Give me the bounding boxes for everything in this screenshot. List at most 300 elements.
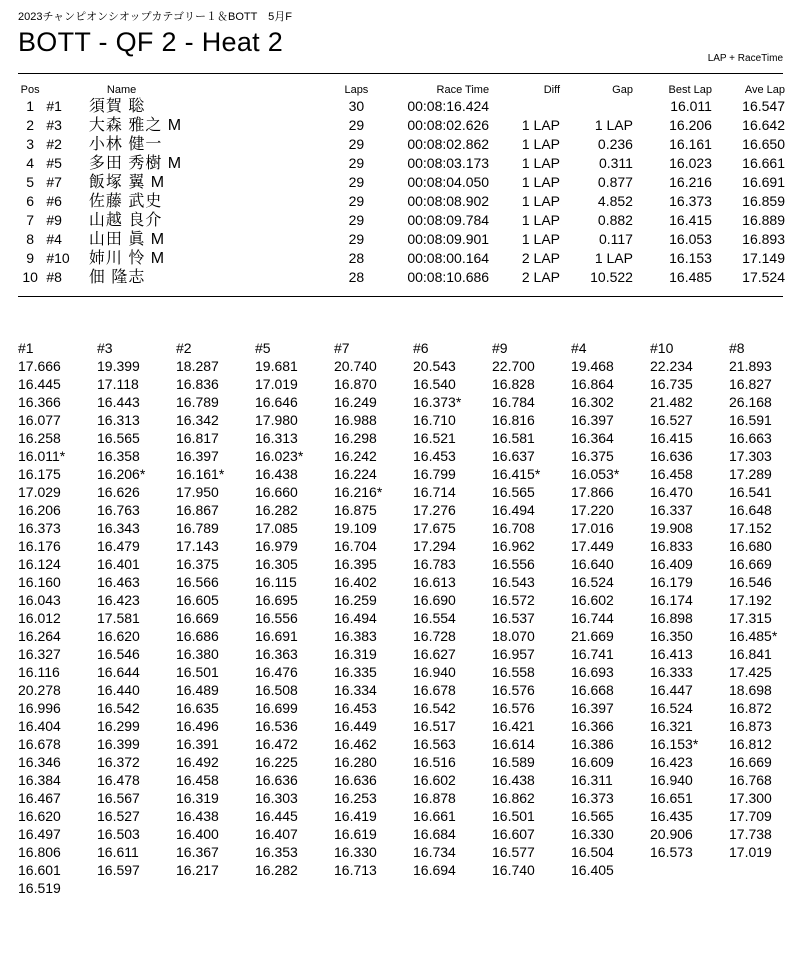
lap-column xyxy=(18,339,97,897)
col-header-name: Name xyxy=(106,84,137,96)
lap-time: 16.542 xyxy=(97,700,140,716)
lap-time: 16.567 xyxy=(97,790,140,806)
lap-time: 17.709 xyxy=(729,808,772,824)
lap-time: 16.115 xyxy=(255,574,297,590)
result-laps: 29 xyxy=(348,155,365,171)
lap-time: 16.636 xyxy=(334,772,377,788)
lap-time: 16.489 xyxy=(176,682,219,698)
lap-time: 16.358 xyxy=(97,448,140,464)
lap-time: 26.168 xyxy=(729,394,772,410)
result-race-time: 00:08:04.050 xyxy=(407,174,490,190)
lap-time: 16.175 xyxy=(18,466,61,482)
lap-column xyxy=(492,339,571,897)
lap-time: 18.287 xyxy=(176,358,219,374)
result-diff: 1 LAP xyxy=(521,212,561,228)
lap-time: 17.192 xyxy=(729,592,772,608)
result-laps: 28 xyxy=(348,269,365,285)
lap-time: 16.337 xyxy=(650,502,693,518)
lap-time: 16.330 xyxy=(334,844,377,860)
lap-time: 16.546 xyxy=(97,646,140,662)
result-gap: 1 LAP xyxy=(594,117,633,133)
lap-time: 16.541 xyxy=(729,484,772,500)
lap-time: 16.536 xyxy=(255,718,298,734)
lap-time: 16.668 xyxy=(571,682,614,698)
lap-time: 16.704 xyxy=(334,538,377,554)
result-driver-name: 多田 秀樹 M xyxy=(88,155,183,172)
result-row xyxy=(18,268,785,287)
lap-column xyxy=(413,339,492,897)
lap-time: 16.249 xyxy=(334,394,377,410)
lap-time: 16.556 xyxy=(255,610,298,626)
lap-time: 16.467 xyxy=(18,790,61,806)
lap-time: 16.438 xyxy=(255,466,298,482)
result-best-lap: 16.153 xyxy=(669,250,712,266)
lap-time: 16.566 xyxy=(176,574,219,590)
results-body xyxy=(18,97,785,287)
result-car-number: #2 xyxy=(46,136,62,152)
lap-time: 16.957 xyxy=(492,646,535,662)
lap-time: 16.012 xyxy=(18,610,61,626)
result-ave-lap: 16.547 xyxy=(742,98,785,114)
lap-time: 16.402 xyxy=(334,574,377,590)
lap-time: 16.319 xyxy=(334,646,377,662)
lap-time: 16.508 xyxy=(255,682,298,698)
lap-time: 16.479 xyxy=(97,538,140,554)
lap-time: 16.556 xyxy=(492,556,535,572)
result-pos: 8 xyxy=(26,231,35,247)
lap-time: 16.161* xyxy=(176,466,225,482)
result-diff: 1 LAP xyxy=(521,155,561,171)
lap-time: 16.501 xyxy=(176,664,219,680)
lap-time: 16.693 xyxy=(571,664,614,680)
lap-time: 16.601 xyxy=(18,862,61,878)
lap-time: 16.554 xyxy=(413,610,456,626)
lap-time: 16.476 xyxy=(255,664,298,680)
lap-time: 16.350 xyxy=(650,628,693,644)
lap-time: 16.728 xyxy=(413,628,456,644)
lap-time: 17.016 xyxy=(571,520,614,536)
results-divider xyxy=(18,296,783,297)
lap-time: 17.866 xyxy=(571,484,614,500)
col-header-best-lap: Best Lap xyxy=(668,84,712,96)
result-race-time: 00:08:09.784 xyxy=(407,212,490,228)
lap-time: 16.516 xyxy=(413,754,456,770)
lap-time: 16.497 xyxy=(18,826,61,842)
lap-time: 17.118 xyxy=(97,376,139,392)
lap-column xyxy=(650,339,729,897)
lap-time: 16.870 xyxy=(334,376,377,392)
lap-time: 16.373 xyxy=(571,790,614,806)
result-race-time: 00:08:09.901 xyxy=(407,231,490,247)
lap-time: 16.217 xyxy=(176,862,219,878)
lap-time: 17.276 xyxy=(413,502,456,518)
result-gap: 4.852 xyxy=(597,193,633,209)
lap-time: 16.735 xyxy=(650,376,693,392)
lap-column xyxy=(255,339,334,897)
result-pos: 6 xyxy=(26,193,35,209)
lap-time: 16.405 xyxy=(571,862,614,878)
lap-time: 16.607 xyxy=(492,826,535,842)
lap-time: 16.962 xyxy=(492,538,535,554)
result-driver-name: 姉川 怜 M xyxy=(88,250,166,267)
lap-time: 16.303 xyxy=(255,790,298,806)
result-race-time: 00:08:16.424 xyxy=(407,98,490,114)
lap-time: 16.380 xyxy=(176,646,219,662)
result-pos: 7 xyxy=(26,212,35,228)
lap-time: 16.492 xyxy=(176,754,219,770)
lap-time: 16.373 xyxy=(18,520,61,536)
lap-column-header: #6 xyxy=(413,340,429,356)
result-car-number: #5 xyxy=(46,155,62,171)
lap-time: 16.806 xyxy=(18,844,61,860)
result-row xyxy=(18,116,785,135)
lap-time: 16.176 xyxy=(18,538,61,554)
lap-time: 16.620 xyxy=(97,628,140,644)
lap-time: 16.527 xyxy=(650,412,693,428)
lap-time: 17.581 xyxy=(97,610,140,626)
lap-time: 16.438 xyxy=(492,772,535,788)
lap-time: 16.330 xyxy=(571,826,614,842)
lap-time: 17.738 xyxy=(729,826,772,842)
lap-time: 16.342 xyxy=(176,412,219,428)
lap-time: 16.619 xyxy=(334,826,377,842)
lap-time: 16.343 xyxy=(97,520,140,536)
result-pos: 9 xyxy=(26,250,35,266)
lap-time: 18.698 xyxy=(729,682,772,698)
lap-time: 16.053* xyxy=(571,466,620,482)
lap-column-header: #2 xyxy=(176,340,192,356)
lap-time: 16.043 xyxy=(18,592,61,608)
lap-time: 16.367 xyxy=(176,844,219,860)
lap-time: 16.397 xyxy=(176,448,219,464)
lap-time: 16.669 xyxy=(176,610,219,626)
lap-time: 16.259 xyxy=(334,592,377,608)
lap-time: 16.458 xyxy=(176,772,219,788)
lap-time: 16.740 xyxy=(492,862,535,878)
lap-time: 16.435 xyxy=(650,808,693,824)
lap-time: 16.421 xyxy=(492,718,535,734)
lap-time: 20.543 xyxy=(413,358,456,374)
lap-time: 16.867 xyxy=(176,502,219,518)
result-best-lap: 16.161 xyxy=(669,136,712,152)
lap-time: 17.294 xyxy=(413,538,456,554)
lap-time: 16.496 xyxy=(176,718,219,734)
lap-time: 16.898 xyxy=(650,610,693,626)
lap-time: 16.875 xyxy=(334,502,377,518)
lap-time: 16.116 xyxy=(18,664,60,680)
lap-time: 16.478 xyxy=(97,772,140,788)
result-pos: 1 xyxy=(26,98,35,114)
result-gap: 0.311 xyxy=(598,155,633,171)
result-car-number: #1 xyxy=(46,98,62,114)
lap-time: 17.980 xyxy=(255,412,298,428)
lap-time: 16.407 xyxy=(255,826,298,842)
lap-time: 16.346 xyxy=(18,754,61,770)
lap-time: 16.741 xyxy=(571,646,614,662)
lap-time: 16.501 xyxy=(492,808,535,824)
result-row xyxy=(18,97,785,116)
result-car-number: #3 xyxy=(46,117,62,133)
lap-time: 16.597 xyxy=(97,862,140,878)
lap-time: 16.763 xyxy=(97,502,140,518)
lap-time: 17.085 xyxy=(255,520,298,536)
lap-time: 16.833 xyxy=(650,538,693,554)
lap-time: 16.415 xyxy=(650,430,693,446)
lap-column-header: #1 xyxy=(18,340,34,356)
lap-time: 16.862 xyxy=(492,790,535,806)
lap-time: 21.669 xyxy=(571,628,614,644)
lap-time: 16.611 xyxy=(97,844,139,860)
result-race-time: 00:08:00.164 xyxy=(407,250,490,266)
lap-time: 20.740 xyxy=(334,358,377,374)
lap-time: 16.383 xyxy=(334,628,377,644)
result-ave-lap: 16.859 xyxy=(742,193,785,209)
lap-time: 16.334 xyxy=(334,682,377,698)
lap-time: 16.591 xyxy=(729,412,772,428)
result-car-number: #10 xyxy=(46,250,70,266)
lap-time: 16.453 xyxy=(413,448,456,464)
lap-time: 19.681 xyxy=(255,358,298,374)
lap-time: 16.423 xyxy=(97,592,140,608)
lap-time: 16.816 xyxy=(492,412,535,428)
lap-time: 16.614 xyxy=(492,736,535,752)
lap-time: 16.636 xyxy=(650,448,693,464)
result-driver-name: 山田 眞 M xyxy=(88,231,166,248)
result-driver-name: 山越 良介 xyxy=(88,212,163,229)
lap-time: 16.364 xyxy=(571,430,614,446)
result-best-lap: 16.053 xyxy=(669,231,712,247)
lap-time: 16.445 xyxy=(255,808,298,824)
result-best-lap: 16.206 xyxy=(669,117,712,133)
lap-time: 16.011* xyxy=(18,448,66,464)
result-pos: 5 xyxy=(26,174,35,190)
result-laps: 29 xyxy=(348,136,365,152)
lap-time: 16.311 xyxy=(571,772,613,788)
col-header-laps: Laps xyxy=(344,84,369,96)
lap-time: 16.313 xyxy=(97,412,140,428)
lap-time: 16.397 xyxy=(571,412,614,428)
lap-time: 16.375 xyxy=(571,448,614,464)
lap-time: 16.789 xyxy=(176,394,219,410)
result-best-lap: 16.011 xyxy=(670,98,712,114)
lap-time: 16.694 xyxy=(413,862,456,878)
lap-time: 16.335 xyxy=(334,664,377,680)
lap-time: 16.372 xyxy=(97,754,140,770)
lap-time: 16.375 xyxy=(176,556,219,572)
lap-time: 16.734 xyxy=(413,844,456,860)
lap-time: 16.695 xyxy=(255,592,298,608)
lap-time: 16.744 xyxy=(571,610,614,626)
lap-time: 16.841 xyxy=(729,646,772,662)
lap-time: 16.225 xyxy=(255,754,298,770)
lap-time: 16.648 xyxy=(729,502,772,518)
result-diff: 1 LAP xyxy=(521,136,561,152)
result-row xyxy=(18,154,785,173)
lap-time: 21.893 xyxy=(729,358,772,374)
lap-time: 16.423 xyxy=(650,754,693,770)
lap-time: 16.253 xyxy=(334,790,377,806)
lap-time: 16.299 xyxy=(97,718,140,734)
lap-time: 16.783 xyxy=(413,556,456,572)
lap-time: 16.409 xyxy=(650,556,693,572)
result-ave-lap: 17.524 xyxy=(742,269,785,285)
lap-time: 16.527 xyxy=(97,808,140,824)
lap-time: 16.264 xyxy=(18,628,61,644)
lap-time: 16.282 xyxy=(255,862,298,878)
lap-time: 17.666 xyxy=(18,358,61,374)
lap-time: 16.224 xyxy=(334,466,377,482)
lap-time: 17.220 xyxy=(571,502,614,518)
result-car-number: #7 xyxy=(46,174,62,190)
lap-time: 16.494 xyxy=(334,610,377,626)
lap-time: 17.449 xyxy=(571,538,614,554)
lap-time: 16.678 xyxy=(413,682,456,698)
lap-time: 16.023* xyxy=(255,448,304,464)
lap-column xyxy=(176,339,255,897)
lap-time: 16.443 xyxy=(97,394,140,410)
lap-time: 16.258 xyxy=(18,430,61,446)
lap-time: 17.315 xyxy=(729,610,772,626)
result-driver-name: 佃 隆志 xyxy=(88,269,146,286)
lap-time: 17.029 xyxy=(18,484,61,500)
result-driver-name: 飯塚 翼 M xyxy=(88,174,166,191)
lap-time: 17.675 xyxy=(413,520,456,536)
lap-time: 16.940 xyxy=(413,664,456,680)
lap-time: 16.565 xyxy=(492,484,535,500)
lap-time: 16.576 xyxy=(492,700,535,716)
event-subtitle: 2023チャンピオンシオップカテゴリー１＆BOTT 5月F xyxy=(18,11,292,23)
result-gap: 0.236 xyxy=(597,136,633,152)
lap-column-header: #4 xyxy=(571,340,587,356)
lap-time: 16.563 xyxy=(413,736,456,752)
lap-time: 16.710 xyxy=(413,412,456,428)
lap-time: 16.463 xyxy=(97,574,140,590)
lap-time: 16.537 xyxy=(492,610,535,626)
lap-time: 16.503 xyxy=(97,826,140,842)
lap-time: 16.077 xyxy=(18,412,61,428)
result-best-lap: 16.485 xyxy=(669,269,712,285)
result-diff: 1 LAP xyxy=(521,174,561,190)
lap-time: 17.425 xyxy=(729,664,772,680)
result-driver-name: 小林 健一 xyxy=(88,136,163,153)
lap-time: 16.565 xyxy=(571,808,614,824)
lap-time: 16.940 xyxy=(650,772,693,788)
lap-time: 16.206* xyxy=(97,466,146,482)
result-row xyxy=(18,135,785,154)
lap-time: 16.864 xyxy=(571,376,614,392)
result-row xyxy=(18,249,785,268)
lap-time: 22.234 xyxy=(650,358,693,374)
lap-time: 16.366 xyxy=(18,394,61,410)
result-ave-lap: 16.650 xyxy=(742,136,785,152)
lap-time: 16.524 xyxy=(571,574,614,590)
lap-time: 16.636 xyxy=(255,772,298,788)
lap-time: 16.302 xyxy=(571,394,614,410)
lap-time: 16.602 xyxy=(413,772,456,788)
lap-time: 16.445 xyxy=(18,376,61,392)
result-pos: 2 xyxy=(26,117,35,133)
result-gap: 0.882 xyxy=(597,212,633,228)
lap-time: 16.298 xyxy=(334,430,377,446)
lap-time: 16.280 xyxy=(334,754,377,770)
lap-time: 16.640 xyxy=(571,556,614,572)
result-gap: 0.117 xyxy=(598,231,633,247)
lap-time: 16.768 xyxy=(729,772,772,788)
lap-time: 16.996 xyxy=(18,700,61,716)
result-pos: 3 xyxy=(26,136,35,152)
result-car-number: #9 xyxy=(46,212,62,228)
lap-time: 16.620 xyxy=(18,808,61,824)
col-header-number xyxy=(42,83,89,97)
lap-column xyxy=(334,339,413,897)
lap-time: 16.453 xyxy=(334,700,377,716)
result-car-number: #4 xyxy=(46,231,62,247)
lap-time: 21.482 xyxy=(650,394,693,410)
results-table xyxy=(18,83,785,287)
lap-time: 16.812 xyxy=(729,736,772,752)
lap-time: 16.447 xyxy=(650,682,693,698)
result-ave-lap: 16.661 xyxy=(742,155,785,171)
result-race-time: 00:08:03.173 xyxy=(407,155,490,171)
lap-time: 16.613 xyxy=(413,574,456,590)
result-ave-lap: 16.642 xyxy=(742,117,785,133)
lap-time: 16.686 xyxy=(176,628,219,644)
lap-time: 16.635 xyxy=(176,700,219,716)
lap-column-header: #10 xyxy=(650,340,674,356)
lap-time: 16.386 xyxy=(571,736,614,752)
lap-time: 16.472 xyxy=(255,736,298,752)
lap-time: 19.908 xyxy=(650,520,693,536)
lap-time: 16.573 xyxy=(650,844,693,860)
lap-time: 16.404 xyxy=(18,718,61,734)
result-diff: 1 LAP xyxy=(521,193,561,209)
lap-time: 16.413 xyxy=(650,646,693,662)
result-driver-name: 大森 雅之 M xyxy=(88,117,183,134)
lap-time: 16.395 xyxy=(334,556,377,572)
lap-time: 16.878 xyxy=(413,790,456,806)
lap-time: 16.873 xyxy=(729,718,772,734)
lap-time: 16.646 xyxy=(255,394,298,410)
lap-time: 16.179 xyxy=(650,574,693,590)
lap-time: 16.540 xyxy=(413,376,456,392)
lap-time: 16.399 xyxy=(97,736,140,752)
lap-time: 16.828 xyxy=(492,376,535,392)
lap-time: 16.419 xyxy=(334,808,377,824)
lap-time: 16.401 xyxy=(97,556,140,572)
lap-time: 16.577 xyxy=(492,844,535,860)
lap-column xyxy=(729,339,800,897)
lap-time: 16.605 xyxy=(176,592,219,608)
result-laps: 28 xyxy=(348,250,365,266)
report-mode-label: LAP + RaceTime xyxy=(707,53,783,64)
lap-time: 16.669 xyxy=(729,556,772,572)
result-race-time: 00:08:10.686 xyxy=(407,269,490,285)
lap-time: 16.836 xyxy=(176,376,219,392)
lap-time: 16.708 xyxy=(492,520,535,536)
lap-time: 16.572 xyxy=(492,592,535,608)
lap-time: 16.521 xyxy=(413,430,456,446)
lap-time: 16.589 xyxy=(492,754,535,770)
lap-time: 16.174 xyxy=(650,592,693,608)
lap-time: 17.019 xyxy=(255,376,298,392)
result-diff: 1 LAP xyxy=(521,117,561,133)
lap-time: 17.152 xyxy=(729,520,772,536)
result-ave-lap: 17.149 xyxy=(742,250,785,266)
lap-time: 16.305 xyxy=(255,556,298,572)
col-header-pos: Pos xyxy=(20,84,40,96)
lap-time: 20.906 xyxy=(650,826,693,842)
lap-time: 16.627 xyxy=(413,646,456,662)
